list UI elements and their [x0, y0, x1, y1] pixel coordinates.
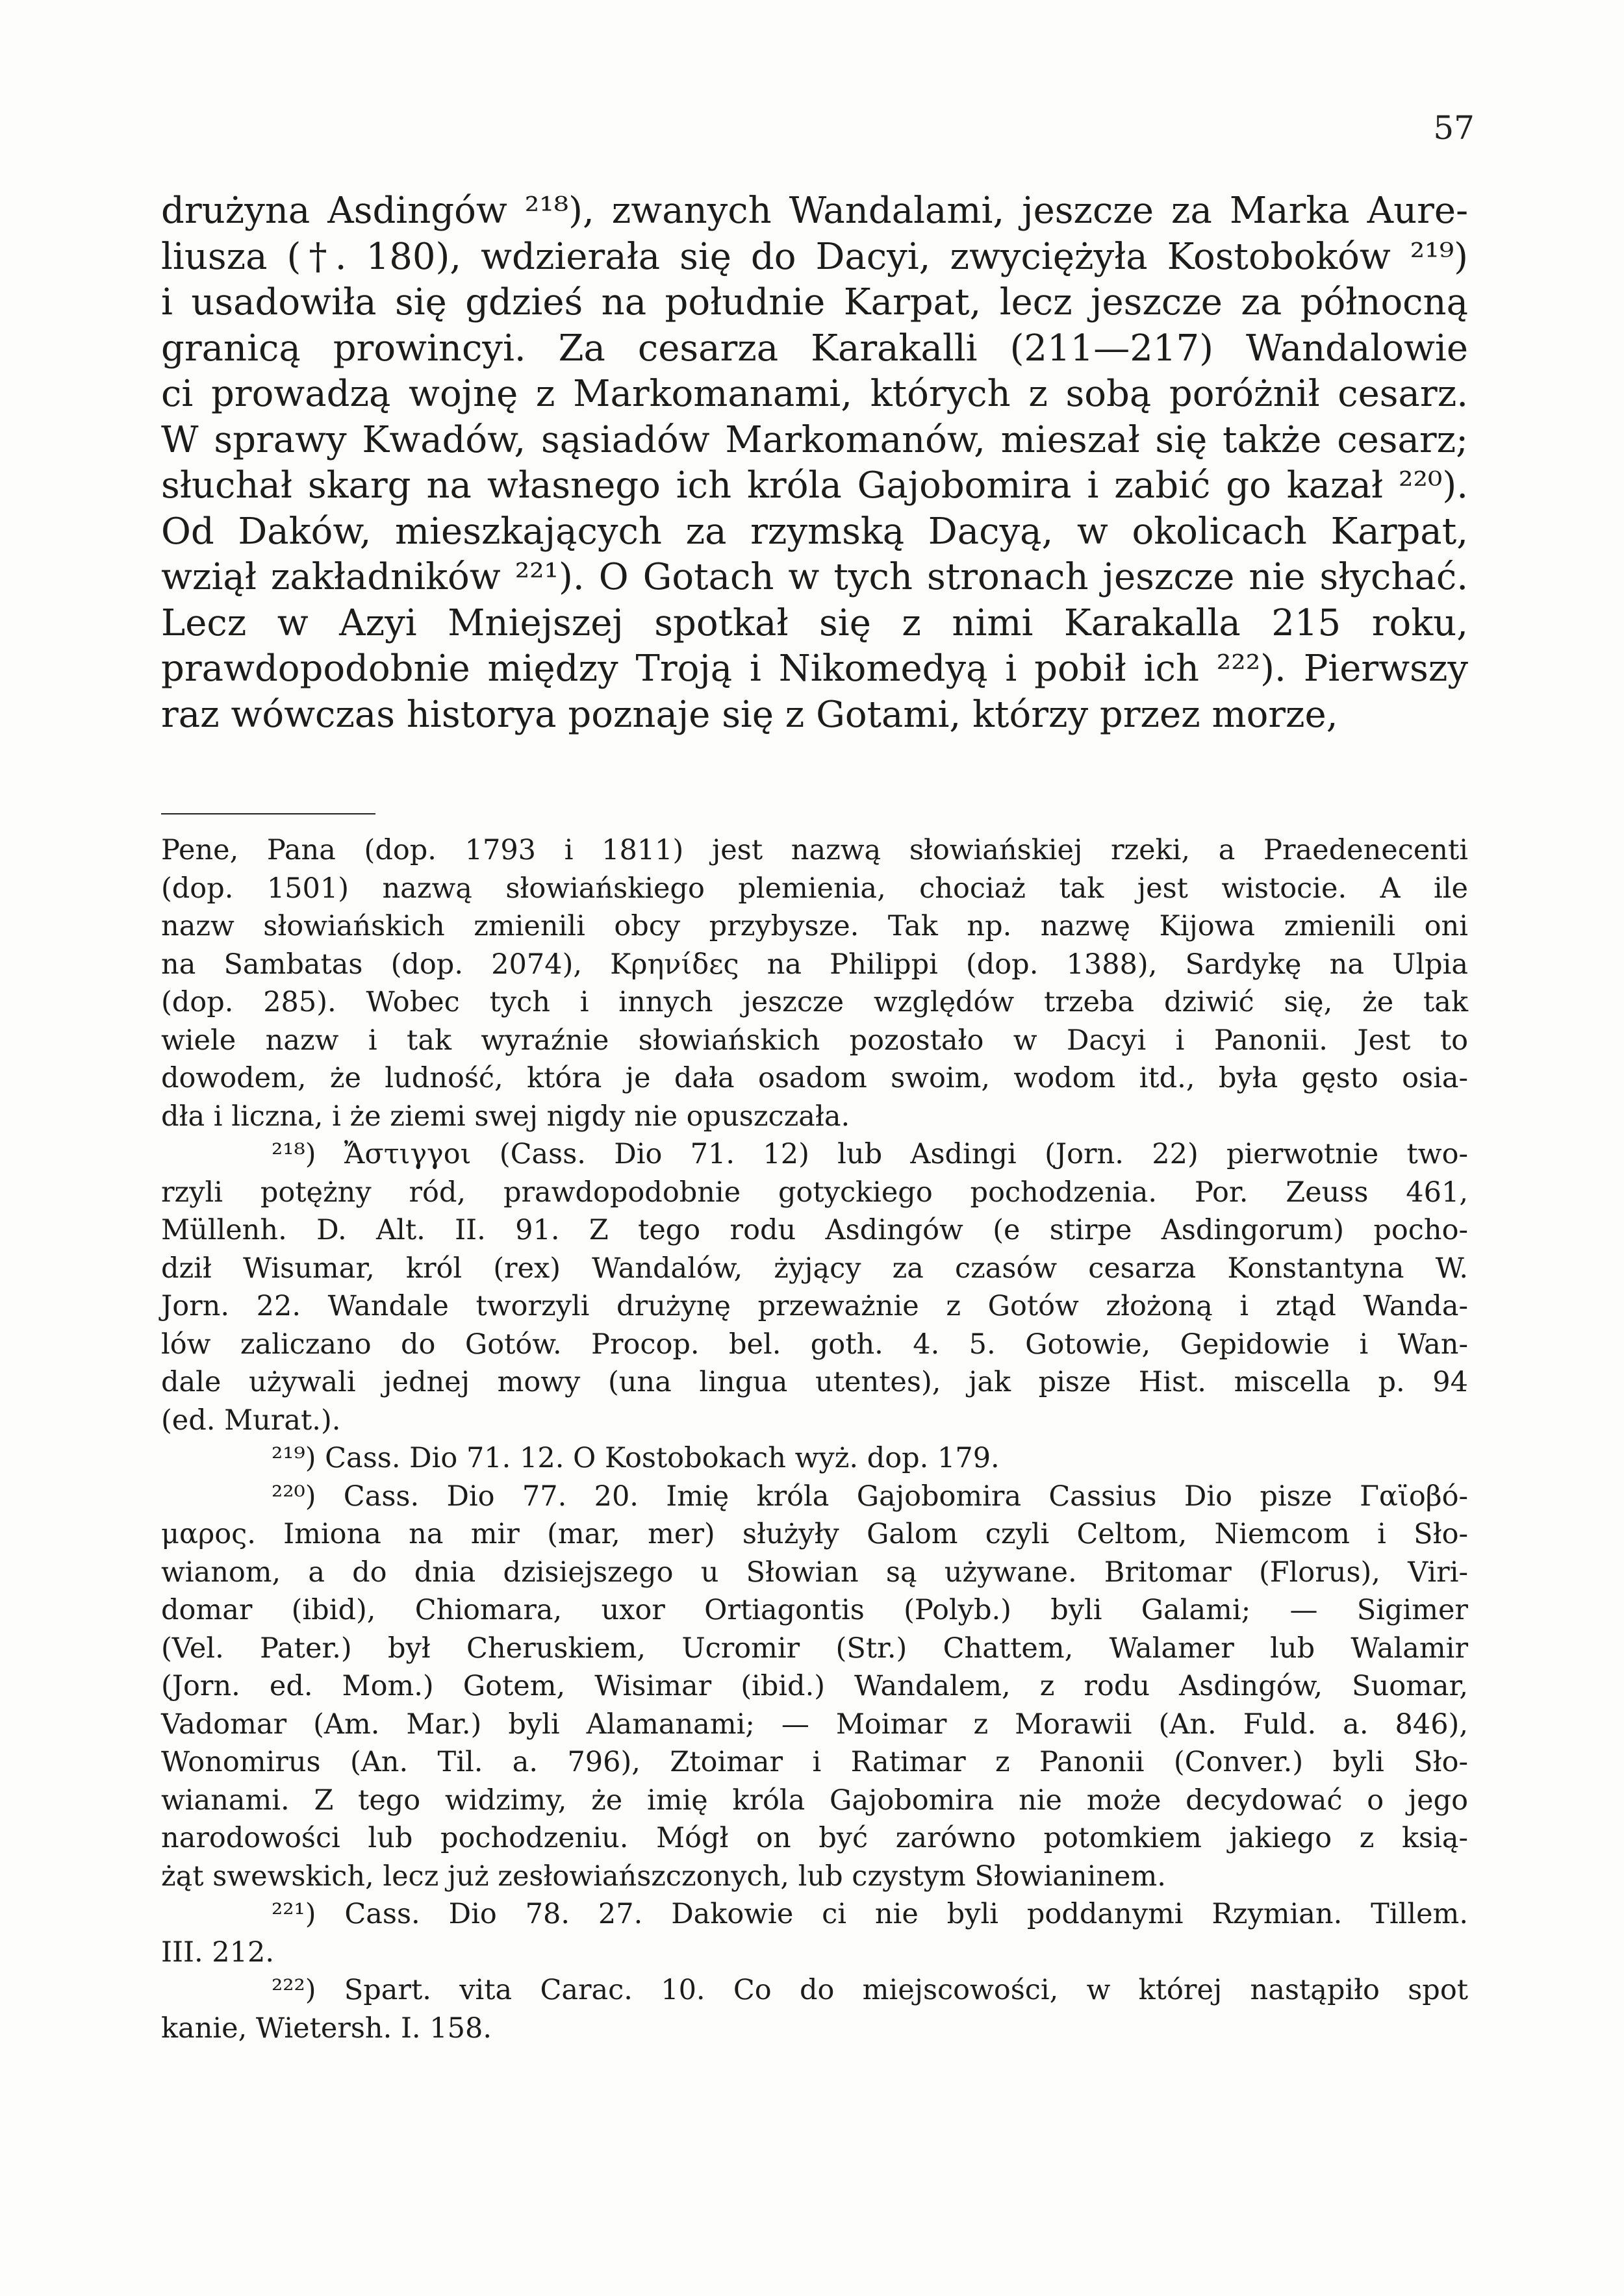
body-line: liusza (†. 180), wdzierała się do Dacyi, zwyciężyła Kostoboków ²¹⁹)	[161, 235, 1468, 278]
footnote-line: (Jorn. ed. Mom.) Gotem, Wisimar (ibid.) Wandalem, z rodu Asdingów, Suomar,	[161, 1670, 1468, 1702]
main-text	[161, 188, 1468, 738]
footnote-divider	[161, 813, 375, 814]
body-line: drużyna Asdingów ²¹⁸), zwanych Wandalami, jeszcze za Marka Aure-	[161, 190, 1468, 232]
body-line: W sprawy Kwadów, sąsiadów Markomanów, mieszał się także cesarz;	[161, 418, 1468, 461]
footnote-line: na Sambatas (dop. 2074), Κρηνίδες na Philippi (dop. 1388), Sardykę na Ulpia	[161, 948, 1468, 981]
footnote-line: lów zaliczano do Gotów. Procop. bel. goth. 4. 5. Gotowie, Gepidowie i Wan-	[161, 1328, 1468, 1361]
body-line: granicą prowincyi. Za cesarza Karakalli (211—217) Wandalowie	[161, 327, 1468, 370]
footnote-222: ²²²) Spart. vita Carac. 10. Co do miejscowości, w której nastąpiło spot	[272, 1974, 1468, 2006]
footnote-line: domar (ibid), Chiomara, uxor Ortiagontis (Polyb.) byli Galami; — Sigimer	[161, 1594, 1468, 1626]
footnote-line: (dop. 1501) nazwą słowiańskiego plemienia, chociaż tak jest wistocie. A ile	[161, 872, 1468, 905]
body-line: raz wówczas historya poznaje się z Gotami, którzy przez morze,	[161, 693, 1338, 736]
footnote-line: Jorn. 22. Wandale tworzyli drużynę przeważnie z Gotów złożoną i ztąd Wanda-	[161, 1290, 1468, 1322]
footnote-line: Pene, Pana (dop. 1793 i 1811) jest nazwą słowiańskiej rzeki, a Praedenecenti	[161, 834, 1468, 866]
footnote-line: Vadomar (Am. Mar.) byli Alamanami; — Moimar z Morawii (An. Fuld. a. 846),	[161, 1708, 1468, 1741]
body-line: Od Daków, mieszkających za rzymską Dacyą, w okolicach Karpat,	[161, 510, 1468, 553]
footnote-line: rzyli potężny ród, prawdopodobnie gotyckiego pochodzenia. Por. Zeuss 461,	[161, 1176, 1468, 1209]
footnote-line: żąt swewskich, lecz już zesłowiańszczonych, lub czystym Słowianinem.	[161, 1860, 1166, 1893]
body-line: ci prowadzą wojnę z Markomanami, których z sobą poróżnił cesarz.	[161, 373, 1468, 415]
footnote-line: (dop. 285). Wobec tych i innych jeszcze względów trzeba dziwić się, że tak	[161, 986, 1468, 1018]
footnote-line: Wonomirus (An. Til. a. 796), Ztoimar i Ratimar z Panonii (Conver.) byli Sło-	[161, 1746, 1468, 1778]
body-line: słuchał skarg na własnego ich króla Gajobomira i zabić go kazał ²²⁰).	[161, 464, 1468, 507]
body-line: Lecz w Azyi Mniejszej spotkał się z nimi Karakalla 215 roku,	[161, 601, 1468, 644]
footnote-line: III. 212.	[161, 1936, 275, 1969]
footnotes	[161, 831, 1468, 2047]
body-line: i usadowiła się gdzieś na południe Karpat, lecz jeszcze za północną	[161, 281, 1468, 323]
footnote-line: wianom, a do dnia dzisiejszego u Słowian są używane. Britomar (Florus), Viri-	[161, 1556, 1468, 1589]
footnote-218: ²¹⁸) Ἄστιγγοι (Cass. Dio 71. 12) lub Asdingi (Jorn. 22) pierwotnie two-	[272, 1138, 1468, 1170]
footnote-219: ²¹⁹) Cass. Dio 71. 12. O Kostobokach wyż. dop. 179.	[272, 1442, 1000, 1474]
footnote-line: dła i liczna, i że ziemi swej nigdy nie opuszczała.	[161, 1100, 850, 1133]
footnote-line: (Vel. Pater.) był Cheruskiem, Ucromir (Str.) Chattem, Walamer lub Walamir	[161, 1632, 1468, 1665]
footnote-line: Müllenh. D. Alt. II. 91. Z tego rodu Asdingów (e stirpe Asdingorum) pocho-	[161, 1214, 1468, 1246]
footnote-line: dowodem, że ludność, która je dała osadom swoim, wodom itd., była gęsto osia-	[161, 1062, 1468, 1094]
footnote-line: dził Wisumar, król (rex) Wandalów, żyjący za czasów cesarza Konstantyna W.	[161, 1252, 1468, 1285]
footnote-line: (ed. Murat.).	[161, 1404, 341, 1437]
footnote-line: narodowości lub pochodzeniu. Mógł on być zarówno potomkiem jakiego z ksią-	[161, 1822, 1468, 1854]
page-number: 57	[1433, 109, 1475, 147]
body-line: wziął zakładników ²²¹). O Gotach w tych stronach jeszcze nie słychać.	[161, 556, 1468, 598]
footnote-line: μαρος. Imiona na mir (mar, mer) służyły Galom czyli Celtom, Niemcom i Sło-	[161, 1518, 1468, 1550]
footnote-line: dale używali jednej mowy (una lingua utentes), jak pisze Hist. miscella p. 94	[161, 1366, 1468, 1398]
footnote-line: wianami. Z tego widzimy, że imię króla Gajobomira nie może decydować o jego	[161, 1784, 1468, 1817]
footnote-line: nazw słowiańskich zmienili obcy przybysze. Tak np. nazwę Kijowa zmienili oni	[161, 910, 1468, 942]
footnote-221: ²²¹) Cass. Dio 78. 27. Dakowie ci nie byli poddanymi Rzymian. Tillem.	[272, 1898, 1468, 1930]
footnote-line: kanie, Wietersh. I. 158.	[161, 2012, 492, 2045]
body-line: prawdopodobnie między Troją i Nikomedyą i pobił ich ²²²). Pierwszy	[161, 648, 1468, 690]
footnote-220: ²²⁰) Cass. Dio 77. 20. Imię króla Gajobomira Cassius Dio pisze Γαϊοβό-	[272, 1480, 1468, 1513]
footnote-line: wiele nazw i tak wyraźnie słowiańskich pozostało w Dacyi i Panonii. Jest to	[161, 1024, 1468, 1057]
